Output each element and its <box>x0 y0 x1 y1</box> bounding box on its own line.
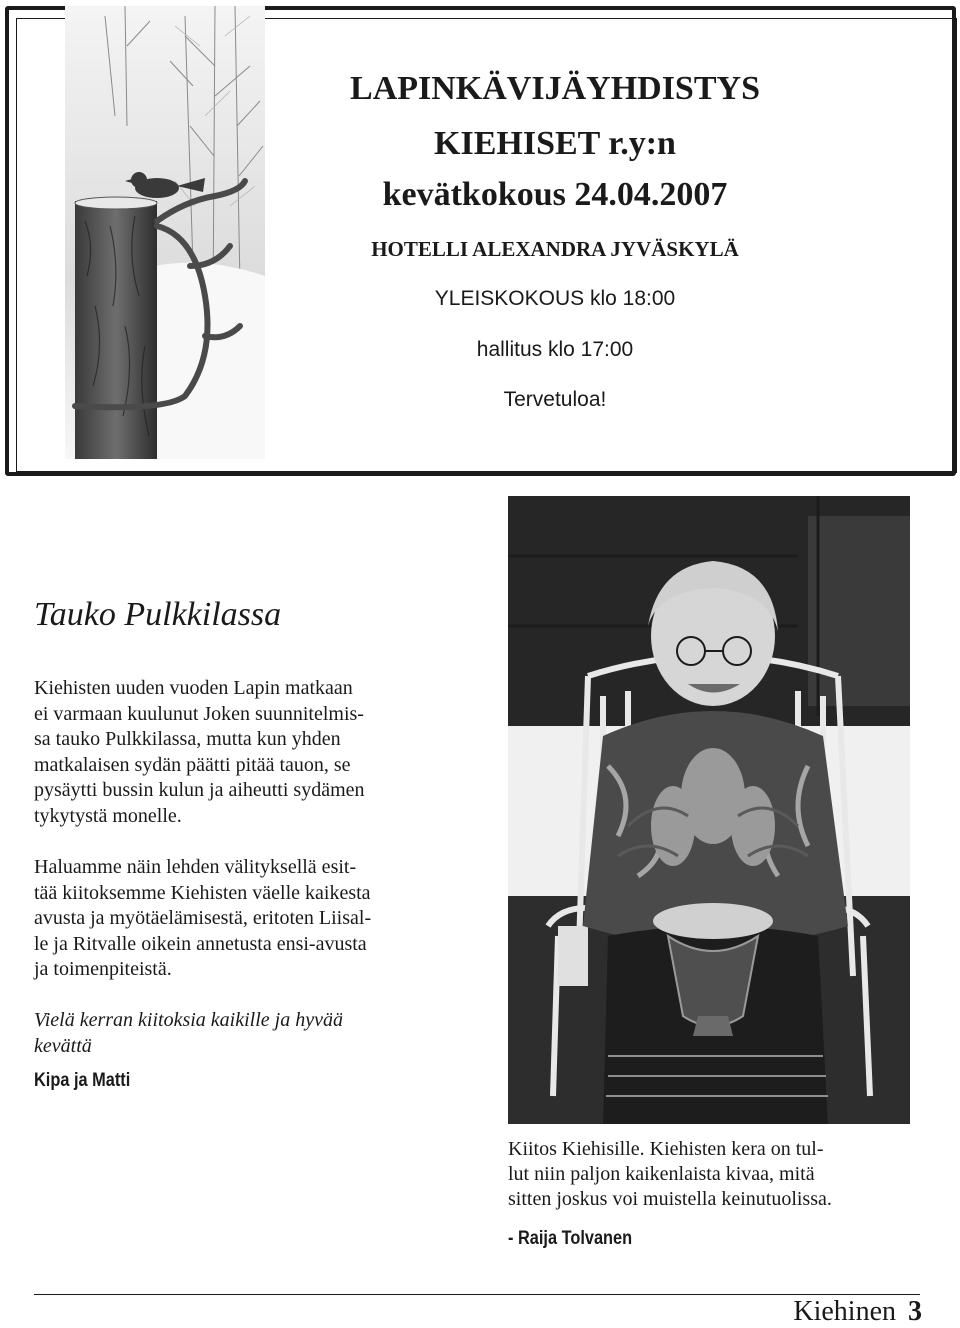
caption-signature: - Raija Tolvanen <box>508 1228 633 1249</box>
winter-bird-photo <box>65 6 265 459</box>
text-line: lut niin paljon kaikenlaista kivaa, mitä <box>508 1163 815 1185</box>
article-signature: Kipa ja Matti <box>34 1070 131 1091</box>
publication-name: Kiehinen <box>793 1296 896 1327</box>
text-line: kevättä <box>34 1034 92 1057</box>
text-line: Kiehisten uuden vuoden Lapin matkaan <box>34 677 353 699</box>
article-title: Tauko Pulkkilassa <box>34 596 282 633</box>
text-line: Vielä kerran kiitoksia kaikille ja hyvää <box>34 1009 343 1031</box>
text-line: tää kiitoksemme Kiehisten väelle kaikesta <box>34 881 371 904</box>
text-line: tykytystä monelle. <box>34 804 182 827</box>
meeting-venue: HOTELLI ALEXANDRA JYVÄSKYLÄ <box>371 237 739 261</box>
photo-caption <box>508 1137 928 1212</box>
text-line: sa tauko Pulkkilassa, mutta kun yhden <box>34 728 341 751</box>
text-line: le ja Ritvalle oikein annetusta ensi-avusta <box>34 932 367 955</box>
article-closing <box>34 1008 474 1059</box>
rocking-chair-portrait-photo <box>508 496 910 1124</box>
text-line: sitten joskus voi muistella keinutuolissa. <box>508 1188 832 1210</box>
welcome-text: Tervetuloa! <box>503 388 607 411</box>
meeting-title: kevätkokous 24.04.2007 <box>382 176 728 213</box>
text-line: Haluamme näin lehden välityksellä esit- <box>34 856 357 878</box>
board-meeting-time: hallitus klo 17:00 <box>476 338 634 361</box>
article-paragraph-1 <box>34 676 474 830</box>
article-paragraph-2 <box>34 855 474 983</box>
footer-rule <box>34 1294 920 1295</box>
text-line: ei varmaan kuulunut Joken suunnitelmis- <box>34 702 364 725</box>
page-footer <box>793 1296 922 1328</box>
text-line: matkalaisen sydän päätti pitää tauon, se <box>34 753 351 776</box>
text-line: ja toimenpiteistä. <box>34 958 172 981</box>
text-line: pysäytti bussin kulun ja aiheutti sydämen <box>34 779 365 802</box>
text-line: Kiitos Kiehisille. Kiehisten kera on tul- <box>508 1138 824 1160</box>
text-line: avusta ja myötäelämisestä, eritoten Liisal- <box>34 907 372 930</box>
association-suffix: KIEHISET r.y:n <box>434 125 676 162</box>
general-meeting-time: YLEISKOKOUS klo 18:00 <box>434 287 676 310</box>
page-number: 3 <box>908 1296 922 1327</box>
association-name: LAPINKÄVIJÄYHDISTYS <box>350 70 760 107</box>
